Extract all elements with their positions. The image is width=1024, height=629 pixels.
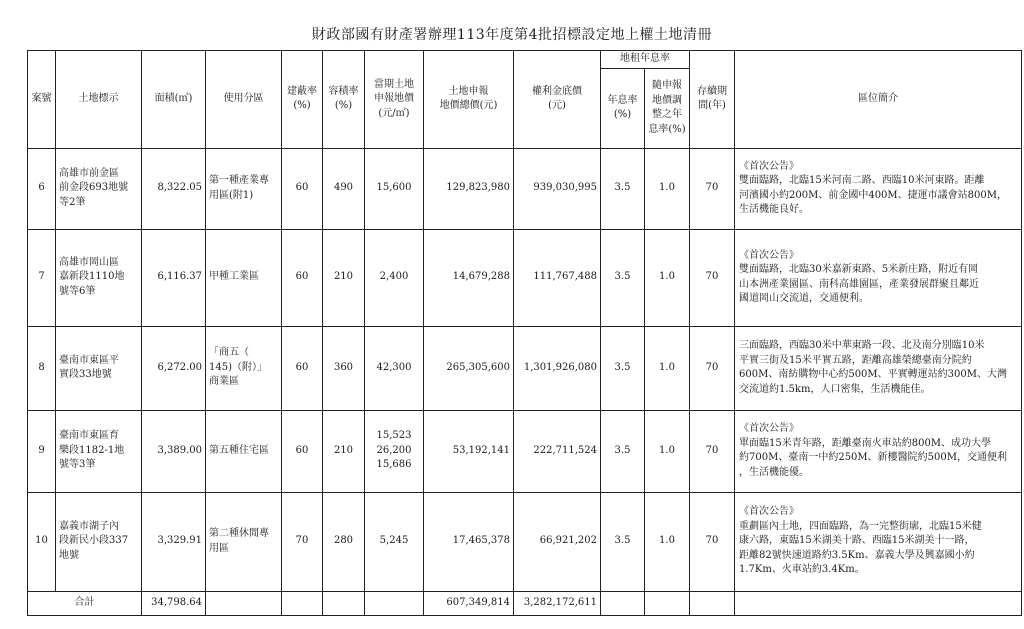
empty-cell	[690, 591, 735, 615]
total-premium-sum: 3,282,172,611	[514, 591, 601, 615]
area: 6,272.00	[142, 326, 206, 410]
announced-price: 42,300	[365, 326, 424, 410]
total-declared-sum: 607,349,814	[424, 591, 514, 615]
term: 70	[690, 229, 735, 326]
premium: 939,030,995	[514, 148, 601, 229]
announced-price: 15,523 26,200 15,686	[365, 410, 424, 492]
area: 3,389.00	[142, 410, 206, 492]
location-summary: 《首次公告》 重劃區內土地，四面臨路，為一完整街廓，北臨15米健 康六路，東臨15米湖美十路、西臨15米湖美十一路， 距離82號快速道路約3.5Km、嘉義大學及興嘉國小約 1.7Km、火車站約3.4Km。	[735, 492, 1022, 591]
far: 210	[323, 410, 365, 492]
document-title: 財政部國有財產署辦理113年度第4批招標設定地上權土地清冊	[311, 27, 713, 43]
term: 70	[690, 148, 735, 229]
coverage: 60	[282, 229, 323, 326]
header-row-top	[28, 51, 1022, 69]
zoning: 第一種產業專 用區(附1)	[206, 148, 282, 229]
land-label: 高雄市前金區 前金段693地號 等2筆	[56, 148, 142, 229]
empty-cell	[735, 591, 1022, 615]
case-no: 10	[28, 492, 56, 591]
header-land: 土地標示	[56, 51, 142, 149]
term: 70	[690, 326, 735, 410]
empty-cell	[282, 591, 323, 615]
header-far: 容積率 (%)	[323, 51, 365, 149]
case-no: 7	[28, 229, 56, 326]
empty-cell	[206, 591, 282, 615]
rent-rate: 3.5	[601, 148, 645, 229]
header-rent-group: 地租年息率	[601, 51, 690, 69]
total-area: 34,798.64	[142, 591, 206, 615]
total-declared: 14,679,288	[424, 229, 514, 326]
header-rent-adjust: 隨申報 地價調 整之年 息率(%)	[645, 68, 690, 148]
header-zoning: 使用分區	[206, 51, 282, 149]
land-label: 嘉義市湖子內 段新民小段337 地號	[56, 492, 142, 591]
land-label: 臺南市東區平 實段33地號	[56, 326, 142, 410]
zoning: 第二種休閒專 用區	[206, 492, 282, 591]
header-premium: 權利金底價 (元)	[514, 51, 601, 149]
coverage: 60	[282, 410, 323, 492]
header-term: 存續期 間(年)	[690, 51, 735, 149]
rent-adjust: 1.0	[645, 148, 690, 229]
table-row	[28, 492, 1022, 591]
empty-cell	[601, 591, 645, 615]
location-summary: 三面臨路，西臨30米中華東路一段、北及南分別臨10米 平實三街及15米平實五路，距離高雄榮總臺南分院約 600M、南紡購物中心約500M、平實轉運站約300M、大灣 交流道約1.5km，人口密集，生活機能佳。	[735, 326, 1022, 410]
header-location: 區位簡介	[735, 51, 1022, 149]
location-summary: 《首次公告》 雙面臨路，北臨15米河南二路、西臨10米河東路。距離 河濱國小約200M、前金國中400M、捷運市議會站800M， 生活機能良好。	[735, 148, 1022, 229]
premium: 222,711,524	[514, 410, 601, 492]
far: 210	[323, 229, 365, 326]
case-no: 8	[28, 326, 56, 410]
land-label: 高雄市岡山區 嘉新段1110地 號等6筆	[56, 229, 142, 326]
table-row	[28, 148, 1022, 229]
rent-rate: 3.5	[601, 410, 645, 492]
case-no: 6	[28, 148, 56, 229]
header-case-no: 案號	[28, 51, 56, 149]
coverage: 70	[282, 492, 323, 591]
location-summary: 《首次公告》 雙面臨路，北臨30米嘉新東路、5米新庄路，附近有岡 山本洲產業園區、南科高雄園區，產業發展群聚且鄰近 國道岡山交流道，交通便利。	[735, 229, 1022, 326]
zoning: 甲種工業區	[206, 229, 282, 326]
header-coverage: 建蔽率 (%)	[282, 51, 323, 149]
empty-cell	[323, 591, 365, 615]
far: 280	[323, 492, 365, 591]
land-label: 臺南市東區育 樂段1182-1地 號等3筆	[56, 410, 142, 492]
table-row	[28, 229, 1022, 326]
rent-adjust: 1.0	[645, 410, 690, 492]
area: 8,322.05	[142, 148, 206, 229]
premium: 1,301,926,080	[514, 326, 601, 410]
zoning: 「商五（ 145)（附）」 商業區	[206, 326, 282, 410]
coverage: 60	[282, 326, 323, 410]
total-label: 合計	[28, 591, 142, 615]
total-declared: 53,192,141	[424, 410, 514, 492]
announced-price: 2,400	[365, 229, 424, 326]
header-total-declared: 土地申報 地價總價(元)	[424, 51, 514, 149]
zoning: 第五種住宅區	[206, 410, 282, 492]
premium: 66,921,202	[514, 492, 601, 591]
total-declared: 17,465,378	[424, 492, 514, 591]
total-row	[28, 591, 1022, 615]
empty-cell	[645, 591, 690, 615]
rent-rate: 3.5	[601, 492, 645, 591]
announced-price: 15,600	[365, 148, 424, 229]
announced-price: 5,245	[365, 492, 424, 591]
table-row	[28, 410, 1022, 492]
area: 3,329.91	[142, 492, 206, 591]
term: 70	[690, 410, 735, 492]
header-area: 面積(㎡)	[142, 51, 206, 149]
far: 360	[323, 326, 365, 410]
rent-rate: 3.5	[601, 229, 645, 326]
header-announced-price: 當期土地 申報地價 (元/㎡)	[365, 51, 424, 149]
case-no: 9	[28, 410, 56, 492]
location-summary: 《首次公告》 單面臨15米青年路，距離臺南火車站約800M、成功大學 約700M、臺南一中約250M、新樓醫院約500M，交通便利 ，生活機能優。	[735, 410, 1022, 492]
premium: 111,767,488	[514, 229, 601, 326]
total-declared: 265,305,600	[424, 326, 514, 410]
rent-rate: 3.5	[601, 326, 645, 410]
total-declared: 129,823,980	[424, 148, 514, 229]
term: 70	[690, 492, 735, 591]
rent-adjust: 1.0	[645, 229, 690, 326]
land-list-table	[27, 50, 1022, 616]
rent-adjust: 1.0	[645, 492, 690, 591]
table-row	[28, 326, 1022, 410]
rent-adjust: 1.0	[645, 326, 690, 410]
coverage: 60	[282, 148, 323, 229]
far: 490	[323, 148, 365, 229]
area: 6,116.37	[142, 229, 206, 326]
empty-cell	[365, 591, 424, 615]
header-rent-rate: 年息率 (%)	[601, 68, 645, 148]
